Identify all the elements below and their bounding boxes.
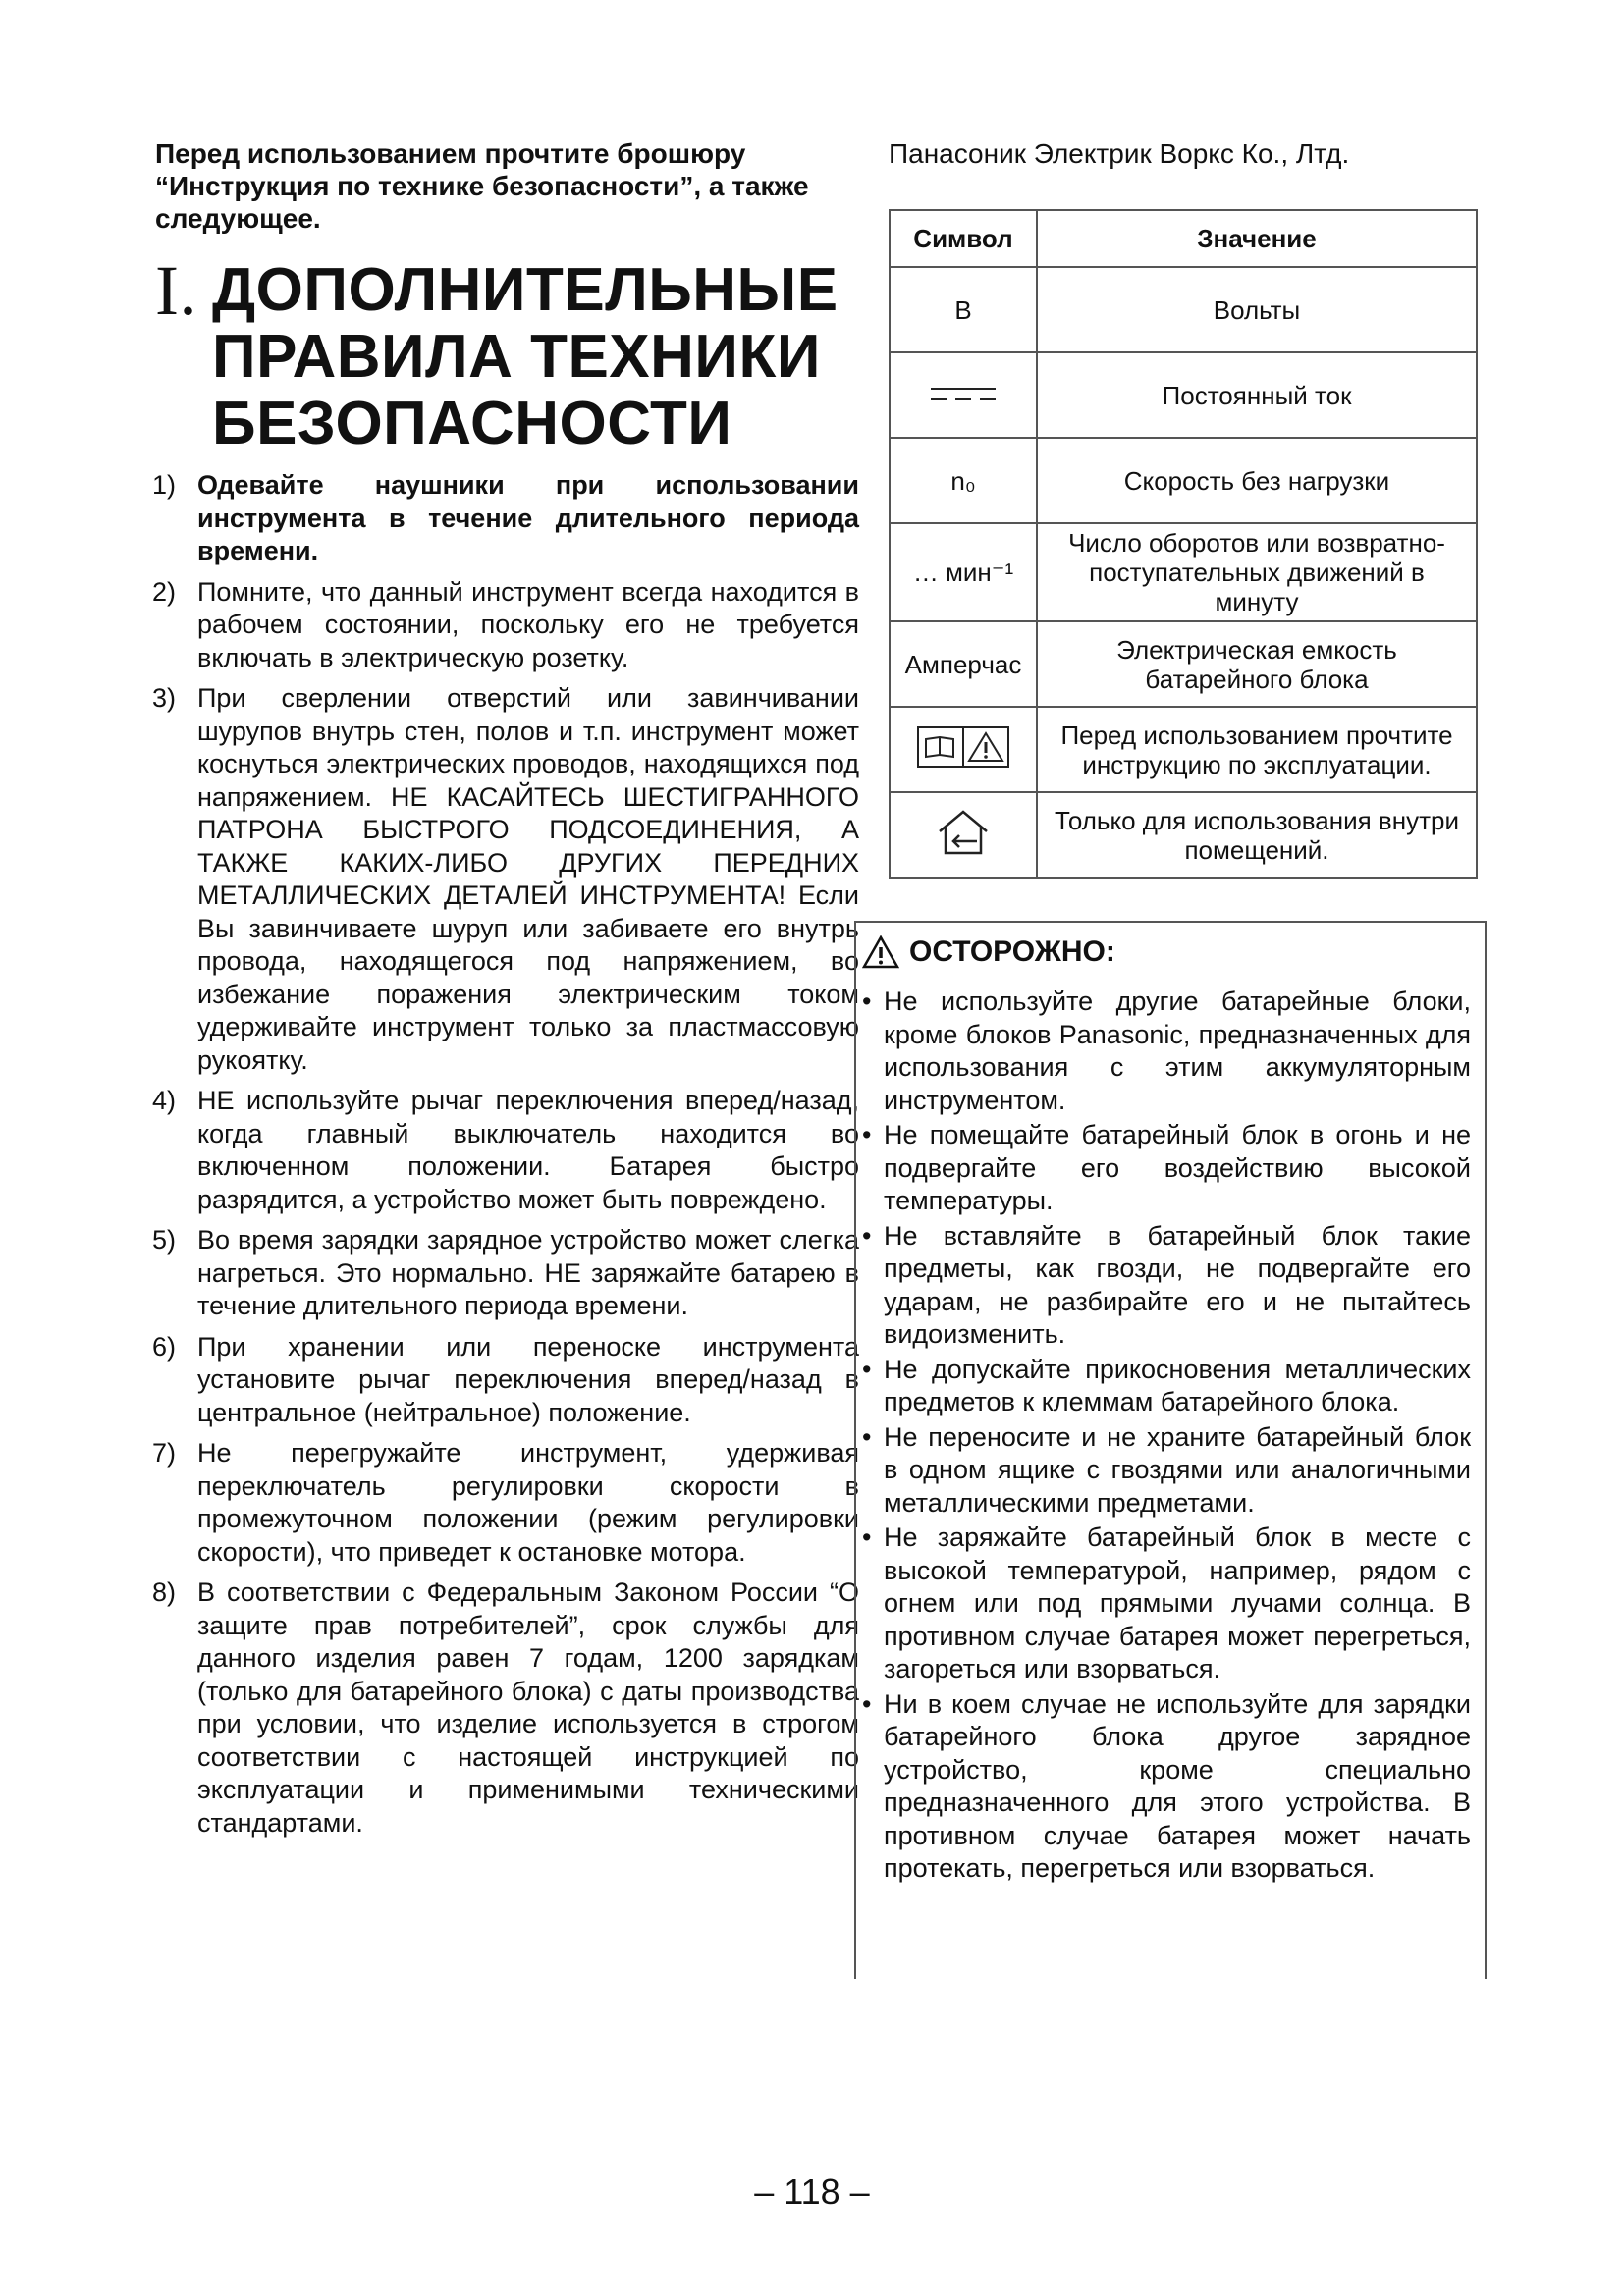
item-number: 5) [152,1225,177,1255]
meaning-cell: Скорость без нагрузки [1037,438,1477,523]
table-row [890,621,1477,707]
table-row [890,352,1477,438]
page-number: – 118 – [754,2171,870,2212]
table-header-row [890,210,1477,267]
bullet-text: Не допускайте прикосновения металлических предметов к клеммам батарейного блока. [884,1354,1471,1416]
item-number: 7) [152,1438,177,1468]
list-item [152,682,859,1077]
list-item [152,1224,859,1323]
item-text: Не перегружайте инструмент, удерживая переключатель регулировки скорости в промежуточном положении (режим регулировки скорости), что приведет к остановке мотора. [197,1438,859,1567]
table-row [890,438,1477,523]
item-text: Во время зарядки зарядное устройство может слегка нагреться. Это нормально. НЕ заряжайте батарею в течение длительного периода времени. [197,1225,859,1320]
section-number: I. [155,251,197,330]
item-number: 4) [152,1086,177,1115]
item-number: 1) [152,470,177,500]
list-item [152,576,859,675]
heading-line-3: БЕЗОПАСНОСТИ [212,390,732,457]
caution-title [862,934,1115,970]
list-item [152,1576,859,1840]
item-number: 6) [152,1331,177,1362]
list-item: • Ни в коем случае не используйте для зарядки батарейного блока другое зарядное устройство, кроме специально предназначенного для этого устройства. В противном случае батарея может начать протекать, перегреться или взорваться. [862,1688,1471,1886]
table-row [890,523,1477,621]
list-item [152,1085,859,1216]
symbol-cell [890,352,1037,438]
symbol-cell: Амперчас [890,621,1037,707]
meaning-cell: Вольты [1037,267,1477,352]
header-symbol: Символ [890,210,1037,267]
symbol-table [889,209,1478,879]
bullet-text: Не помещайте батарейный блок в огонь и не подвергайте его воздействию высокой температуры. [884,1120,1471,1215]
heading-line-2: ПРАВИЛА ТЕХНИКИ [212,323,821,391]
item-text: НЕ используйте рычаг переключения вперед/назад, когда главный выключатель находится во включенном положении. Батарея быстро разрядится, а устройство может быть повреждено. [197,1086,859,1214]
item-number: 2) [152,576,177,607]
list-item: • Не допускайте прикосновения металлических предметов к клеммам батарейного блока. [862,1354,1471,1419]
meaning-cell: Постоянный ток [1037,352,1477,438]
heading-line-1: ДОПОЛНИТЕЛЬНЫЕ [212,256,839,324]
list-item: • Не переносите и не храните батарейный блок в одном ящике с гвоздями или аналогичными металлическими предметами. [862,1421,1471,1521]
list-item: • Не помещайте батарейный блок в огонь и не подвергайте его воздействию высокой температуры. [862,1119,1471,1218]
indoor-only-icon [934,808,993,857]
bullet-text: Не переносите и не храните батарейный блок в одном ящике с гвоздями или аналогичными металлическими предметами. [884,1421,1471,1518]
list-item [152,1437,859,1569]
meaning-cell: Электрическая емкость батарейного блока [1037,621,1477,707]
bullet-text: Не вставляйте в батарейный блок такие предметы, как гвозди, не подвергайте его ударам, не разбирайте его и не пытайтесь видоизменить. [884,1220,1471,1349]
item-text: Одевайте наушники при использовании инструмента в течение длительного периода времени. [197,470,859,565]
meaning-cell: Только для использования внутри помещений. [1037,792,1477,878]
section-heading [155,251,862,457]
list-item: • Не вставляйте в батарейный блок такие предметы, как гвозди, не подвергайте его ударам, не разбирайте его и не пытайтесь видоизменить. [862,1220,1471,1352]
table-row [890,792,1477,878]
item-text: При сверлении отверстий или завинчивании шурупов внутрь стен, полов и т.п. инструмент может коснуться электрических проводов, находящихся под напряжением. НЕ КАСАЙТЕСЬ ШЕСТИГРАННОГО ПАТРОНА БЫСТРОГО ПОДСОЕДИНЕНИЯ, А ТАКЖЕ КАКИХ-ЛИБО ДРУГИХ ПЕРЕДНИХ МЕТАЛЛИЧЕСКИХ ДЕТАЛЕЙ ИНСТРУМЕНТА! Если Вы завинчиваете шуруп или забиваете его внутрь провода, находящегося под напряжением, во избежание поражения электрическим током удерживайте инструмент только за пластмассовую рукоятку. [197,683,859,1075]
symbol-cell: … мин⁻¹ [890,523,1037,621]
table-row [890,707,1477,792]
bullet-text: Не заряжайте батарейный блок в месте с высокой температурой, например, рядом с огнем или под прямыми лучами солнца. В противном случае батарея может перегреться, загореться или взорваться. [884,1522,1471,1683]
list-item [152,1331,859,1430]
company-name: Панасоник Электрик Воркс Ко., Лтд. [889,138,1350,169]
caution-list [862,986,1471,1888]
warning-icon [862,935,899,969]
symbol-cell [890,707,1037,792]
symbol-cell [890,792,1037,878]
symbol-cell: n₀ [890,438,1037,523]
meaning-cell: Перед использованием прочтите инструкцию по эксплуатации. [1037,707,1477,792]
caution-title-text: ОСТОРОЖНО: [909,935,1115,968]
item-number: 3) [152,683,177,713]
dc-icon [929,381,998,404]
meaning-cell: Число оборотов или возвратно-поступательных движений в минуту [1037,523,1477,621]
bullet-text: Ни в коем случае не используйте для зарядки батарейного блока другое зарядное устройство, кроме специально предназначенного для этого устройства. В противном случае батарея может начать протекать, перегреться или взорваться. [884,1688,1471,1883]
item-text: Помните, что данный инструмент всегда находится в рабочем состоянии, поскольку его не требуется включать в электрическую розетку. [197,576,859,672]
item-text: В соответствии с Федеральным Законом России “О защите прав потребителей”, срок службы для данного изделия равен 7 годам, 1200 зарядкам (только для батарейного блока) с даты производства при условии, что изделие используется в строгом соответствии с настоящей инструкцией по эксплуатации и применимыми техническими стандартами. [197,1577,859,1838]
list-item: • Не используйте другие батарейные блоки, кроме блоков Panasonic, предназначенных для использования с этим аккумуляторным инструментом. [862,986,1471,1117]
list-item [152,469,859,568]
item-text: При хранении или переноске инструмента установите рычаг переключения вперед/назад в центральное (нейтральное) положение. [197,1331,859,1427]
intro-text: Перед использованием прочтите брошюру “Инструкция по технике безопасности”, а также следующее. [155,138,809,234]
bullet-text: Не используйте другие батарейные блоки, кроме блоков Panasonic, предназначенных для использования с этим аккумуляторным инструментом. [884,987,1471,1115]
manual-warning-icon [916,725,1010,769]
item-number: 8) [152,1577,177,1607]
list-item: • Не заряжайте батарейный блок в месте с высокой температурой, например, рядом с огнем или под прямыми лучами солнца. В противном случае батарея может перегреться, загореться или взорваться. [862,1522,1471,1686]
table-row [890,267,1477,352]
header-meaning: Значение [1037,210,1477,267]
safety-rules-list [152,469,859,1847]
symbol-cell: В [890,267,1037,352]
